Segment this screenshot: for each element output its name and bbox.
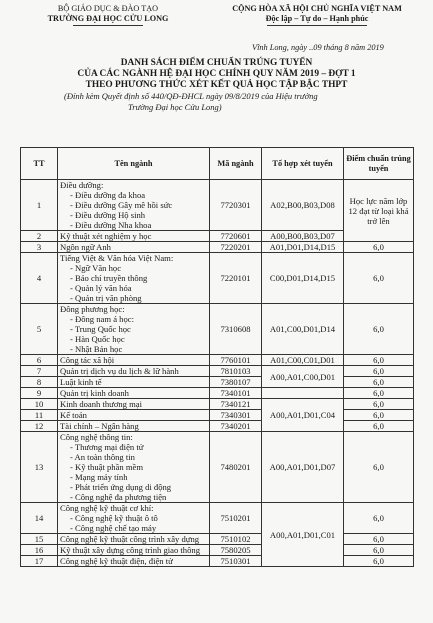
cell-major-name bbox=[58, 304, 210, 355]
cell-major-code: 7720301 bbox=[210, 180, 262, 231]
cell-score: 6,0 bbox=[344, 242, 414, 253]
table-row bbox=[21, 242, 414, 253]
cell-tt: 11 bbox=[21, 410, 58, 421]
cell-combo: C00,D01,D14,D15 bbox=[262, 253, 344, 304]
cell-combo: A00,B00,B03,D07 bbox=[262, 231, 344, 242]
sub-major: - Phát triển ứng dụng di động bbox=[70, 482, 172, 492]
document-title bbox=[0, 58, 433, 91]
cell-tt: 8 bbox=[21, 377, 58, 388]
cell-major-name bbox=[58, 355, 210, 366]
cell-tt: 14 bbox=[21, 503, 58, 534]
cell-tt: 7 bbox=[21, 366, 58, 377]
cell-score: Học lực năm lớp 12 đạt từ loại khá trở lên bbox=[344, 180, 414, 242]
cell-tt: 1 bbox=[21, 180, 58, 231]
col-header-name: Tên ngành bbox=[58, 148, 210, 180]
cell-combo: A00,A01,D01,D07 bbox=[262, 432, 344, 503]
ministry-name: BỘ GIÁO DỤC & ĐÀO TẠO bbox=[57, 4, 159, 13]
country-name: CỘNG HÒA XÃ HỘI CHỦ NGHĨA VIỆT NAM bbox=[232, 4, 402, 13]
cell-tt: 10 bbox=[21, 399, 58, 410]
cell-major-code: 7760101 bbox=[210, 355, 262, 366]
major-name: Quản trị dịch vụ du lịch & lữ hành bbox=[60, 366, 179, 376]
cell-tt: 15 bbox=[21, 534, 58, 545]
cell-major-name bbox=[58, 556, 210, 567]
table-row bbox=[21, 556, 414, 567]
table-row bbox=[21, 366, 414, 377]
cell-major-name bbox=[58, 432, 210, 503]
sub-major: - Công nghệ kỹ thuật ô tô bbox=[70, 513, 158, 523]
cell-major-name bbox=[58, 377, 210, 388]
cell-score: 6,0 bbox=[344, 355, 414, 366]
sub-major: - Công nghệ chế tạo máy bbox=[70, 523, 157, 533]
sub-major: - Ngữ Văn học bbox=[70, 263, 122, 273]
title-line-3: THEO PHƯƠNG THỨC XÉT KẾT QUẢ HỌC TẬP BẬC THPT bbox=[85, 80, 348, 90]
cell-combo: A01,D01,D14,D15 bbox=[262, 242, 344, 253]
sub-major: - Quản lý văn hóa bbox=[70, 283, 132, 293]
cell-major-name bbox=[58, 253, 210, 304]
major-name: Điều dưỡng: bbox=[60, 180, 104, 190]
table-row bbox=[21, 432, 414, 503]
cell-combo: A00,A01,C00,D01 bbox=[262, 366, 344, 388]
table-row bbox=[21, 410, 414, 421]
cell-major-name bbox=[58, 231, 210, 242]
major-name: Tài chính – Ngân hàng bbox=[60, 421, 139, 431]
subtitle-line-2: Trường Đại học Cửu Long) bbox=[128, 101, 222, 112]
col-header-tt: TT bbox=[21, 148, 58, 180]
cell-tt: 16 bbox=[21, 545, 58, 556]
title-line-2: CỦA CÁC NGÀNH HỆ ĐẠI HỌC CHÍNH QUY NĂM 2019 – ĐỢT 1 bbox=[77, 69, 356, 79]
sub-major: - Hàn Quốc học bbox=[70, 334, 125, 344]
issuer-header bbox=[38, 4, 178, 26]
cell-major-name bbox=[58, 410, 210, 421]
cell-combo: A01,C00,D01,D14 bbox=[262, 304, 344, 355]
cell-major-name bbox=[58, 388, 210, 399]
table-row bbox=[21, 377, 414, 388]
sub-major: - Kỹ thuật phần mềm bbox=[70, 462, 144, 472]
cell-score: 6,0 bbox=[344, 410, 414, 421]
cell-score: 6,0 bbox=[344, 253, 414, 304]
sub-major: - Điều dưỡng Hộ sinh bbox=[70, 210, 146, 220]
cell-score: 6,0 bbox=[344, 503, 414, 534]
date-line: Vĩnh Long, ngày ..09 tháng 8 năm 2019 bbox=[252, 43, 384, 52]
cell-major-code: 7720601 bbox=[210, 231, 262, 242]
cell-major-code: 7510201 bbox=[210, 503, 262, 534]
table-row bbox=[21, 503, 414, 534]
cell-score: 6,0 bbox=[344, 304, 414, 355]
cell-major-code: 7340301 bbox=[210, 410, 262, 421]
state-header bbox=[212, 4, 422, 26]
major-name: Quản trị kinh doanh bbox=[60, 388, 129, 398]
cell-score: 6,0 bbox=[344, 556, 414, 567]
motto-underline bbox=[267, 25, 367, 26]
sub-major: - Điều dưỡng đa khoa bbox=[70, 190, 146, 200]
cell-tt: 9 bbox=[21, 388, 58, 399]
cell-major-name bbox=[58, 534, 210, 545]
major-name: Kỹ thuật xây dựng công trình giao thông bbox=[60, 545, 200, 555]
cell-score: 6,0 bbox=[344, 545, 414, 556]
table-row bbox=[21, 180, 414, 231]
cell-score: 6,0 bbox=[344, 421, 414, 432]
table-header-row bbox=[21, 148, 414, 180]
cell-major-name bbox=[58, 421, 210, 432]
cell-score: 6,0 bbox=[344, 388, 414, 399]
cell-major-code: 7380107 bbox=[210, 377, 262, 388]
table-row bbox=[21, 253, 414, 304]
major-name: Công nghệ kỹ thuật điện, điện tử bbox=[60, 556, 173, 566]
university-name: TRƯỜNG ĐẠI HỌC CỬU LONG bbox=[47, 14, 169, 23]
sub-major: - Thương mại điện tử bbox=[70, 442, 144, 452]
cell-major-code: 7480201 bbox=[210, 432, 262, 503]
cell-combo: A02,B00,B03,D08 bbox=[262, 180, 344, 231]
table-row bbox=[21, 355, 414, 366]
national-motto: Độc lập – Tự do – Hạnh phúc bbox=[265, 14, 369, 23]
cell-combo: A01,C00,C01,D01 bbox=[262, 355, 344, 366]
admission-score-table bbox=[20, 147, 414, 567]
cell-tt: 3 bbox=[21, 242, 58, 253]
major-name: Đông phương học: bbox=[60, 304, 125, 314]
cell-score: 6,0 bbox=[344, 534, 414, 545]
sub-major: - Báo chí truyền thông bbox=[70, 273, 148, 283]
cell-major-code: 7340121 bbox=[210, 399, 262, 410]
cell-major-code: 7340201 bbox=[210, 421, 262, 432]
sub-major: - Nhật Bản học bbox=[70, 344, 123, 354]
title-line-1: DANH SÁCH ĐIỂM CHUẨN TRÚNG TUYỂN bbox=[120, 58, 313, 68]
major-name: Kinh doanh thương mại bbox=[60, 399, 143, 409]
cell-major-code: 7310608 bbox=[210, 304, 262, 355]
col-header-score: Điểm chuẩn trúng tuyển bbox=[344, 148, 414, 180]
cell-major-name bbox=[58, 399, 210, 410]
sub-major: - An toàn thông tin bbox=[70, 452, 135, 462]
table-row bbox=[21, 421, 414, 432]
major-name: Luật kinh tế bbox=[60, 377, 102, 387]
major-name: Kỹ thuật xét nghiệm y học bbox=[60, 231, 152, 241]
sub-major: - Trung Quốc học bbox=[70, 324, 131, 334]
cell-tt: 2 bbox=[21, 231, 58, 242]
cell-major-code: 7510301 bbox=[210, 556, 262, 567]
header-underline bbox=[73, 25, 143, 26]
table-row bbox=[21, 399, 414, 410]
subtitle-line-1: (Đính kèm Quyết định số 440/QĐ-ĐHCL ngày 09/8/2019 của Hiệu trưởng bbox=[64, 91, 318, 101]
sub-major: - Điều dưỡng Nha khoa bbox=[70, 220, 152, 230]
major-name: Ngôn ngữ Anh bbox=[60, 242, 111, 252]
sub-major: - Điều dưỡng Gây mê hồi sức bbox=[70, 200, 173, 210]
cell-major-name bbox=[58, 242, 210, 253]
cell-combo bbox=[262, 388, 344, 399]
major-name: Công nghệ thông tin: bbox=[60, 432, 133, 442]
major-name: Công tác xã hội bbox=[60, 355, 115, 365]
cell-major-name bbox=[58, 366, 210, 377]
sub-major: - Công nghệ đa phương tiện bbox=[70, 492, 167, 502]
cell-score: 6,0 bbox=[344, 432, 414, 503]
cell-score: 6,0 bbox=[344, 399, 414, 410]
col-header-code: Mã ngành bbox=[210, 148, 262, 180]
sub-major: - Mạng máy tính bbox=[70, 472, 128, 482]
cell-score: 6,0 bbox=[344, 366, 414, 377]
table-row bbox=[21, 545, 414, 556]
document-subtitle bbox=[64, 91, 394, 112]
cell-major-code: 7810103 bbox=[210, 366, 262, 377]
major-name: Kế toán bbox=[60, 410, 87, 420]
cell-major-name bbox=[58, 180, 210, 231]
cell-major-code: 7580205 bbox=[210, 545, 262, 556]
cell-major-code: 7220201 bbox=[210, 242, 262, 253]
major-name: Công nghệ kỹ thuật công trình xây dựng bbox=[60, 534, 200, 544]
table-row bbox=[21, 388, 414, 399]
table-row bbox=[21, 534, 414, 545]
major-name: Tiếng Việt & Văn hóa Việt Nam: bbox=[60, 253, 174, 263]
major-name: Công nghệ kỹ thuật cơ khí: bbox=[60, 503, 154, 513]
table-row bbox=[21, 304, 414, 355]
col-header-combo: Tổ hợp xét tuyển bbox=[262, 148, 344, 180]
cell-tt: 13 bbox=[21, 432, 58, 503]
cell-major-code: 7510102 bbox=[210, 534, 262, 545]
cell-combo: A00,A01,D01,C01 bbox=[262, 503, 344, 567]
cell-major-code: 7340101 bbox=[210, 388, 262, 399]
cell-tt: 12 bbox=[21, 421, 58, 432]
cell-combo: A00,A01,D01,C04 bbox=[262, 399, 344, 432]
cell-major-name bbox=[58, 503, 210, 534]
sub-major: - Đông nam á học: bbox=[70, 314, 134, 324]
cell-major-code: 7220101 bbox=[210, 253, 262, 304]
cell-score: 6,0 bbox=[344, 377, 414, 388]
cell-tt: 5 bbox=[21, 304, 58, 355]
cell-tt: 6 bbox=[21, 355, 58, 366]
sub-major: - Quản trị văn phòng bbox=[70, 293, 142, 303]
cell-tt: 17 bbox=[21, 556, 58, 567]
cell-tt: 4 bbox=[21, 253, 58, 304]
cell-major-name bbox=[58, 545, 210, 556]
